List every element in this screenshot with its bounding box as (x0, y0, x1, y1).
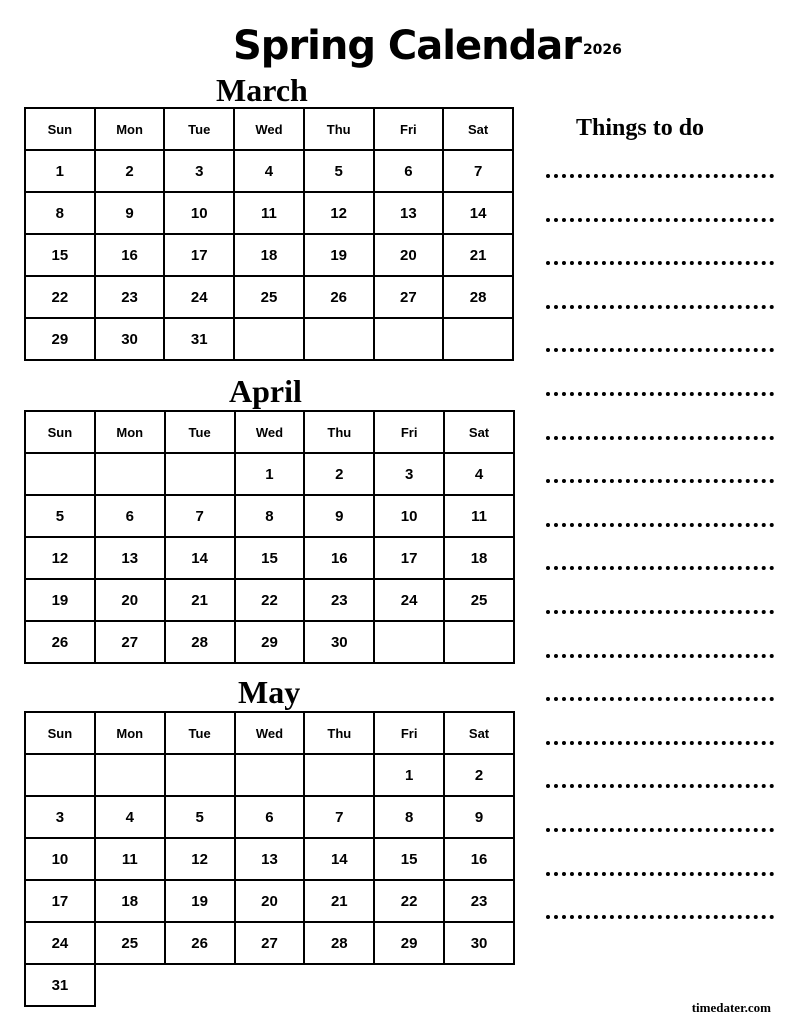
day-cell: 25 (444, 579, 514, 621)
todo-line[interactable] (546, 915, 774, 919)
week-row (25, 276, 513, 318)
weekday-label: Mon (95, 411, 165, 453)
day-cell: 20 (374, 234, 444, 276)
weekday-label: Wed (234, 108, 304, 150)
day-cell: 20 (95, 579, 165, 621)
week-row (25, 880, 514, 922)
week-row (25, 922, 514, 964)
day-cell: 30 (95, 318, 165, 360)
day-cell: 9 (95, 192, 165, 234)
day-cell: 11 (234, 192, 304, 234)
week-row (25, 964, 514, 1006)
day-cell: 23 (444, 880, 514, 922)
month-title-may: May (238, 674, 301, 710)
day-cell: 21 (443, 234, 513, 276)
day-cell: 13 (235, 838, 305, 880)
day-cell: 9 (444, 796, 514, 838)
week-row (25, 318, 513, 360)
todo-line[interactable] (546, 741, 774, 745)
day-cell: 17 (164, 234, 234, 276)
todo-line[interactable] (546, 828, 774, 832)
empty-day-cell (25, 754, 95, 796)
week-row (25, 754, 514, 796)
day-cell: 28 (304, 922, 374, 964)
day-cell: 2 (95, 150, 165, 192)
weekday-label: Sat (444, 712, 514, 754)
day-cell: 5 (165, 796, 235, 838)
day-cell: 25 (234, 276, 304, 318)
day-cell: 10 (374, 495, 444, 537)
empty-day-cell (304, 754, 374, 796)
title-text: Spring Calendar (233, 23, 581, 69)
empty-day-cell (95, 964, 165, 1006)
day-cell: 16 (444, 838, 514, 880)
day-cell: 14 (165, 537, 235, 579)
weekday-label: Wed (235, 712, 305, 754)
weekday-label: Sun (25, 108, 95, 150)
weekday-label: Fri (374, 712, 444, 754)
day-cell: 17 (374, 537, 444, 579)
day-cell: 19 (165, 880, 235, 922)
week-row (25, 150, 513, 192)
day-cell: 6 (95, 495, 165, 537)
day-cell: 19 (25, 579, 95, 621)
todo-line[interactable] (546, 218, 774, 222)
empty-day-cell (374, 318, 444, 360)
weekday-label: Tue (165, 712, 235, 754)
empty-day-cell (443, 318, 513, 360)
day-cell: 31 (164, 318, 234, 360)
empty-day-cell (165, 453, 235, 495)
day-cell: 7 (304, 796, 374, 838)
day-cell: 11 (95, 838, 165, 880)
day-cell: 4 (234, 150, 304, 192)
todo-line[interactable] (546, 348, 774, 352)
month-title-march: March (216, 72, 308, 108)
empty-day-cell (95, 453, 165, 495)
day-cell: 1 (25, 150, 95, 192)
empty-day-cell (165, 964, 235, 1006)
footer-credit: timedater.com (691, 1000, 771, 1015)
day-cell: 27 (235, 922, 305, 964)
day-cell: 14 (304, 838, 374, 880)
empty-day-cell (444, 621, 514, 663)
day-cell: 5 (304, 150, 374, 192)
day-cell: 12 (304, 192, 374, 234)
week-row (25, 796, 514, 838)
page-title (233, 20, 622, 72)
week-row (25, 579, 514, 621)
todo-line[interactable] (546, 697, 774, 701)
week-row (25, 537, 514, 579)
week-row (25, 453, 514, 495)
todo-line[interactable] (546, 479, 774, 483)
weekday-label: Wed (235, 411, 305, 453)
day-cell: 28 (165, 621, 235, 663)
weekday-header-row (25, 108, 513, 150)
weekday-label: Fri (374, 108, 444, 150)
weekday-label: Sat (443, 108, 513, 150)
day-cell: 22 (374, 880, 444, 922)
day-cell: 24 (164, 276, 234, 318)
day-cell: 7 (165, 495, 235, 537)
todo-line[interactable] (546, 784, 774, 788)
day-cell: 26 (304, 276, 374, 318)
weekday-label: Mon (95, 712, 165, 754)
day-cell: 19 (304, 234, 374, 276)
day-cell: 15 (374, 838, 444, 880)
day-cell: 30 (304, 621, 374, 663)
todo-line[interactable] (546, 174, 774, 178)
todo-line[interactable] (546, 872, 774, 876)
day-cell: 30 (444, 922, 514, 964)
empty-day-cell (165, 754, 235, 796)
todo-line[interactable] (546, 392, 774, 396)
day-cell: 27 (374, 276, 444, 318)
day-cell: 1 (235, 453, 305, 495)
empty-day-cell (304, 964, 374, 1006)
empty-day-cell (444, 964, 514, 1006)
day-cell: 4 (444, 453, 514, 495)
empty-day-cell (235, 754, 305, 796)
day-cell: 8 (235, 495, 305, 537)
weekday-header-row (25, 712, 514, 754)
week-row (25, 621, 514, 663)
day-cell: 22 (235, 579, 305, 621)
todo-line[interactable] (546, 654, 774, 658)
day-cell: 14 (443, 192, 513, 234)
day-cell: 28 (443, 276, 513, 318)
week-row (25, 234, 513, 276)
day-cell: 24 (374, 579, 444, 621)
day-cell: 9 (304, 495, 374, 537)
day-cell: 4 (95, 796, 165, 838)
day-cell: 1 (374, 754, 444, 796)
weekday-label: Thu (304, 411, 374, 453)
weekday-header-row (25, 411, 514, 453)
day-cell: 17 (25, 880, 95, 922)
day-cell: 23 (95, 276, 165, 318)
day-cell: 5 (25, 495, 95, 537)
day-cell: 29 (25, 318, 95, 360)
empty-day-cell (25, 453, 95, 495)
day-cell: 3 (164, 150, 234, 192)
year-label: 2026 (582, 42, 622, 58)
day-cell: 8 (374, 796, 444, 838)
day-cell: 18 (234, 234, 304, 276)
day-cell: 2 (444, 754, 514, 796)
weekday-label: Sun (25, 712, 95, 754)
day-cell: 22 (25, 276, 95, 318)
calendar-april (24, 410, 515, 664)
day-cell: 7 (443, 150, 513, 192)
day-cell: 10 (164, 192, 234, 234)
week-row (25, 838, 514, 880)
day-cell: 26 (25, 621, 95, 663)
day-cell: 10 (25, 838, 95, 880)
weekday-label: Tue (165, 411, 235, 453)
day-cell: 12 (165, 838, 235, 880)
empty-day-cell (234, 318, 304, 360)
calendar-march (24, 107, 514, 361)
day-cell: 16 (304, 537, 374, 579)
day-cell: 18 (444, 537, 514, 579)
day-cell: 6 (235, 796, 305, 838)
todo-title: Things to do (576, 115, 705, 141)
day-cell: 29 (374, 922, 444, 964)
weekday-label: Sun (25, 411, 95, 453)
week-row (25, 192, 513, 234)
day-cell: 3 (374, 453, 444, 495)
month-title-april: April (229, 373, 302, 409)
day-cell: 2 (304, 453, 374, 495)
day-cell: 18 (95, 880, 165, 922)
weekday-label: Sat (444, 411, 514, 453)
day-cell: 29 (235, 621, 305, 663)
day-cell: 15 (235, 537, 305, 579)
weekday-label: Tue (164, 108, 234, 150)
day-cell: 31 (25, 964, 95, 1006)
day-cell: 25 (95, 922, 165, 964)
day-cell: 8 (25, 192, 95, 234)
empty-day-cell (304, 318, 374, 360)
day-cell: 23 (304, 579, 374, 621)
day-cell: 12 (25, 537, 95, 579)
day-cell: 26 (165, 922, 235, 964)
day-cell: 20 (235, 880, 305, 922)
todo-line[interactable] (546, 436, 774, 440)
todo-line[interactable] (546, 523, 774, 527)
weekday-label: Thu (304, 108, 374, 150)
day-cell: 21 (304, 880, 374, 922)
todo-line[interactable] (546, 261, 774, 265)
empty-day-cell (95, 754, 165, 796)
day-cell: 6 (374, 150, 444, 192)
empty-day-cell (235, 964, 305, 1006)
day-cell: 21 (165, 579, 235, 621)
day-cell: 13 (95, 537, 165, 579)
todo-line[interactable] (546, 610, 774, 614)
day-cell: 11 (444, 495, 514, 537)
calendar-may (24, 711, 515, 1007)
empty-day-cell (374, 621, 444, 663)
weekday-label: Thu (304, 712, 374, 754)
weekday-label: Fri (374, 411, 444, 453)
day-cell: 27 (95, 621, 165, 663)
day-cell: 16 (95, 234, 165, 276)
weekday-label: Mon (95, 108, 165, 150)
day-cell: 15 (25, 234, 95, 276)
day-cell: 13 (374, 192, 444, 234)
week-row (25, 495, 514, 537)
day-cell: 3 (25, 796, 95, 838)
todo-line[interactable] (546, 566, 774, 570)
empty-day-cell (374, 964, 444, 1006)
todo-line[interactable] (546, 305, 774, 309)
day-cell: 24 (25, 922, 95, 964)
